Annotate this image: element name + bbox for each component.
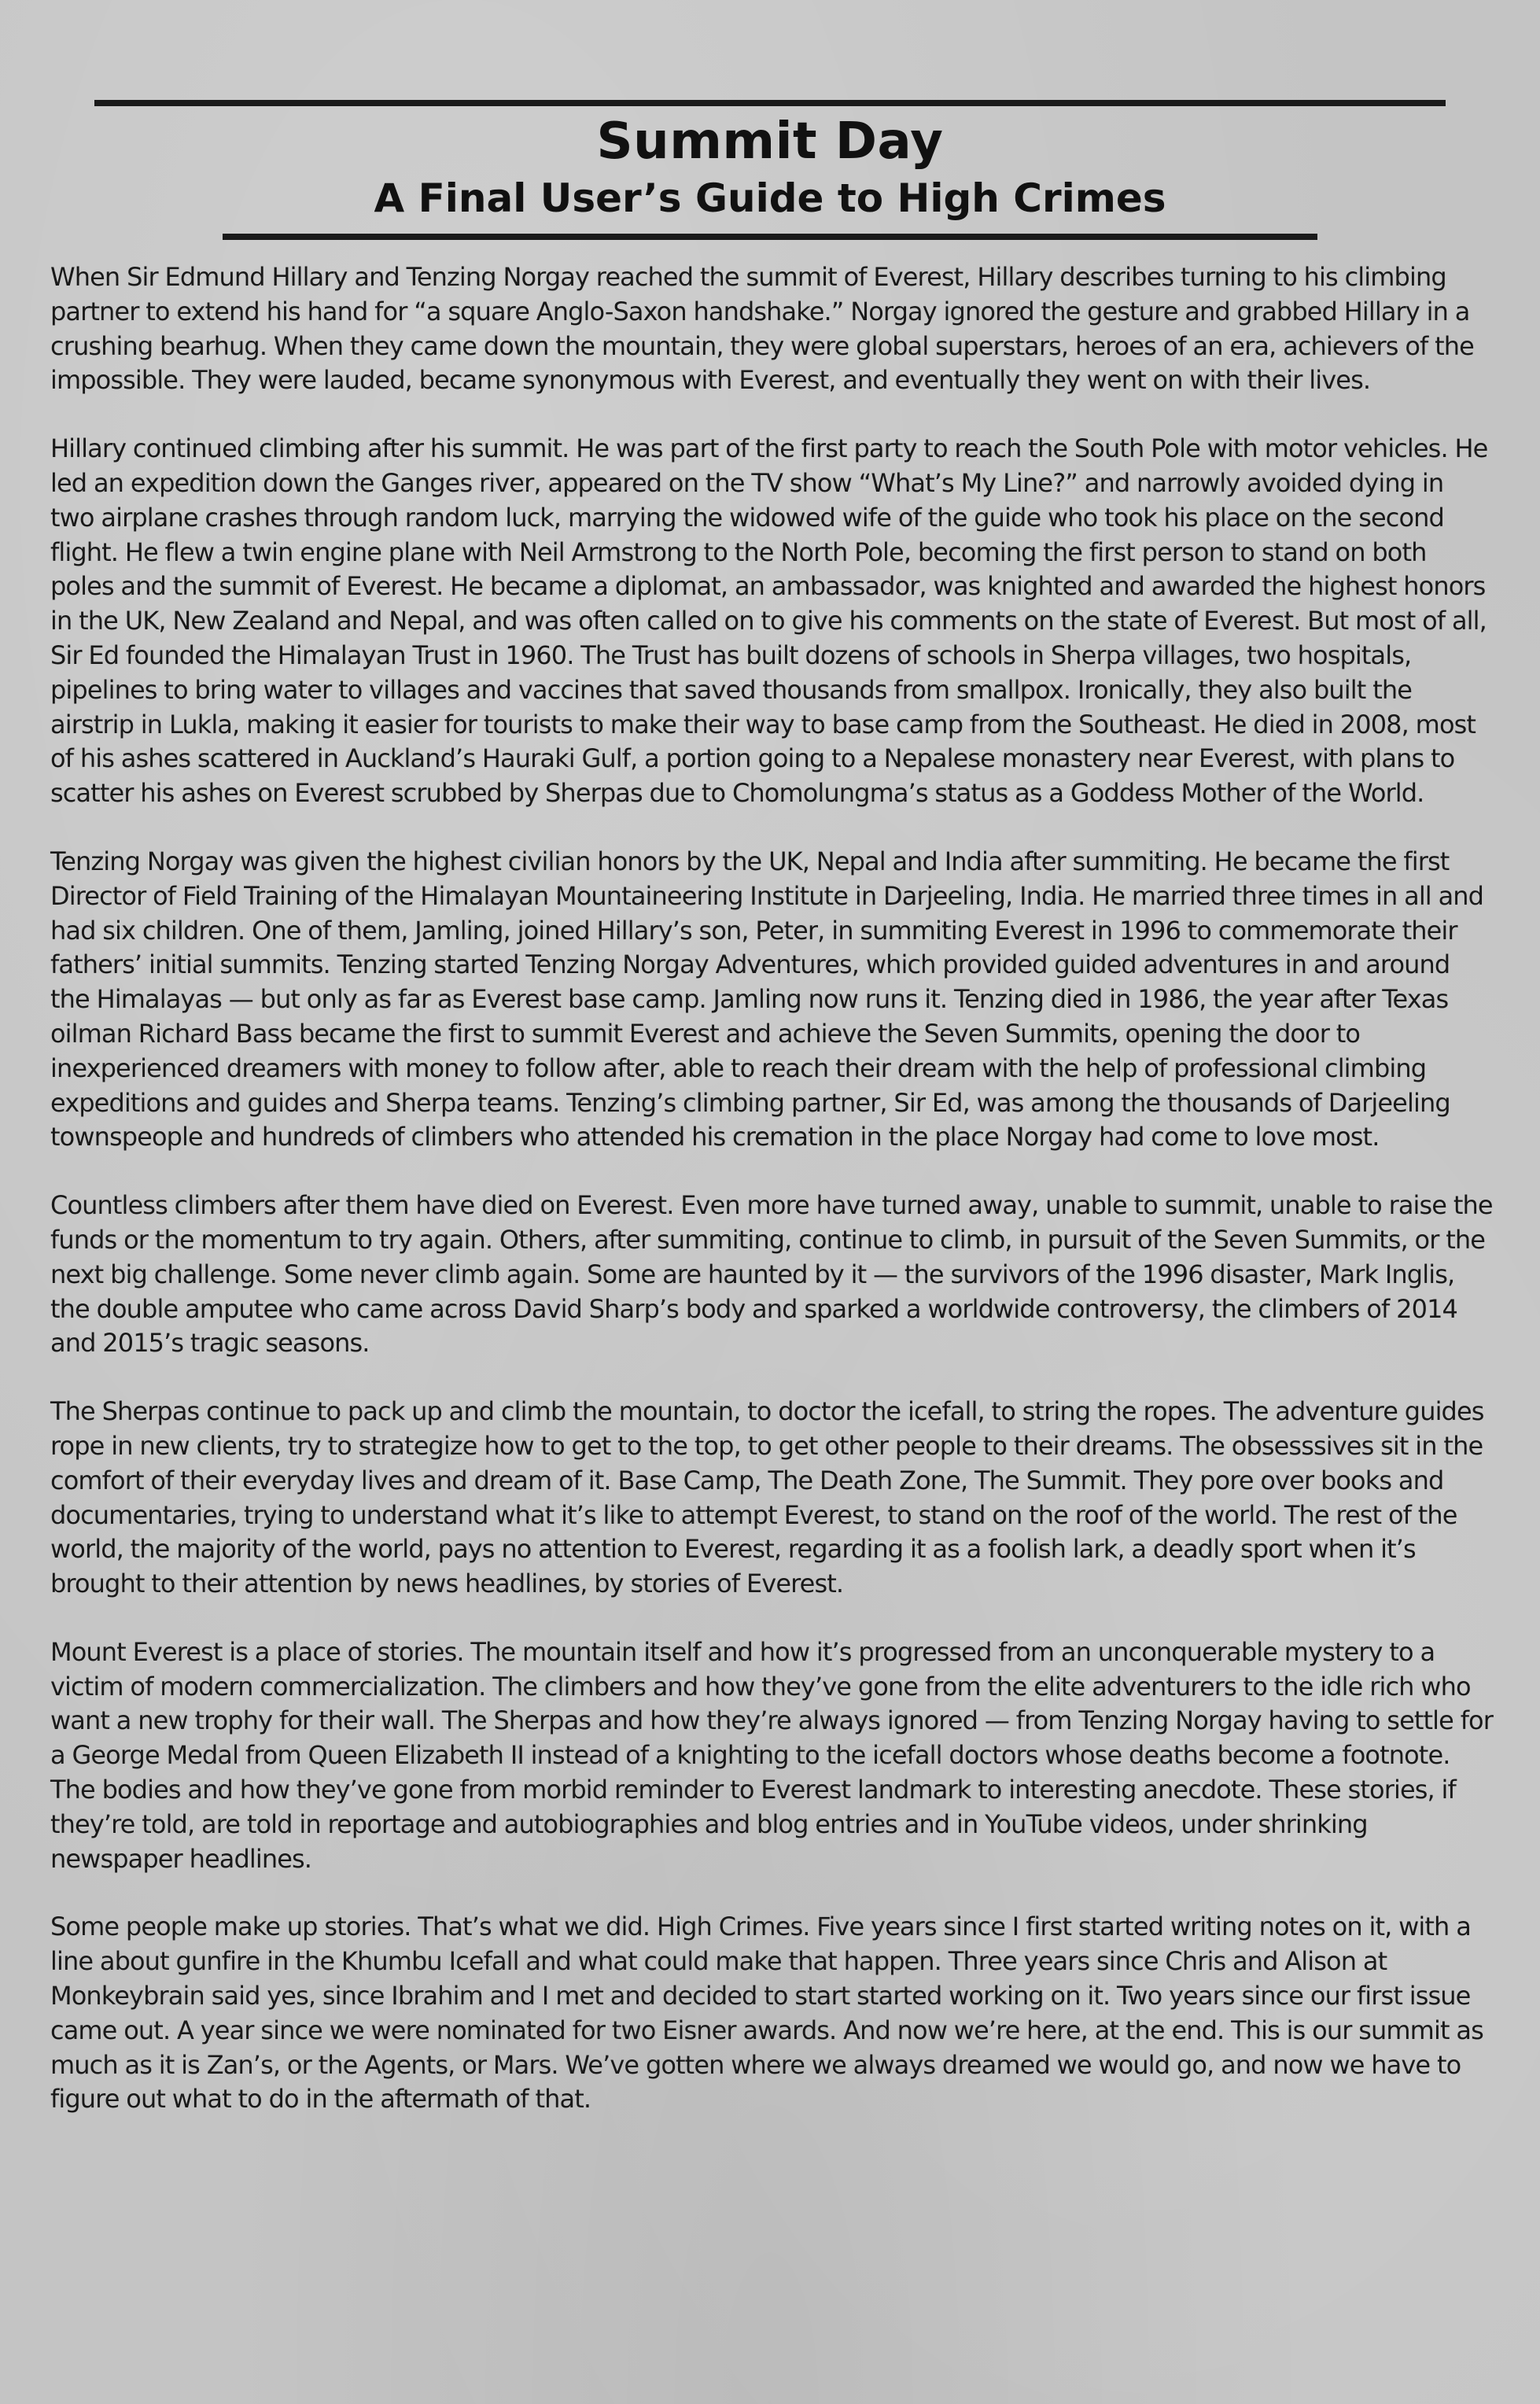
paragraph-tenzing-norgay: Tenzing Norgay was given the highest civilian honors by the UK, Nepal and India after summiting. He became the first Director of Field Training of the Himalayan Mountaineering Institute in Darjeeling, India. He married three times in all and had six children. One of them, Jamling, joined Hillary’s son, Peter, in summiting Everest in 1996 to commemorate their fathers’ initial summits. Tenzing started Tenzing Norgay Adventures, which provided guided adventures in and around the Himalayas — but only as far as Everest base camp. Jamling now runs it. Tenzing died in 1986, the year after Texas oilman Richard Bass became the first to summit Everest and achieve the Seven Summits, opening the door to inexperienced dreamers with money to follow after, able to reach their dream with the help of professional climbing expeditions and guides and Sherpa teams. Tenzing’s climbing partner, Sir Ed, was among the thousands of Darjeeling townspeople and hundreds of climbers who attended his cremation in the place Norgay had come to love most. [50,846,1484,1152]
page-title: Summit Day [596,112,944,171]
paragraph-high-crimes: Some people make up stories. That’s what we did. High Crimes. Five years since I first started writing notes on it, with a line about gunfire in the Khumbu Icefall and what could make that happen. Three years since Chris and Alison at Monkeybrain said yes, since Ibrahim and I met and decided to start started working on it. Two years since our first issue came out. A year since we were nominated for two Eisner awards. And now we’re here, at the end. This is our summit as much as it is Zan’s, or the Agents, or Mars. We’ve gotten where we always dreamed we would go, and now we have to figure out what to do in the aftermath of that. [50,1912,1483,2115]
page-subtitle: A Final User’s Guide to High Crimes [374,175,1166,221]
paragraph-hillary-summit: When Sir Edmund Hillary and Tenzing Norgay reached the summit of Everest, Hillary describes turning to his climbing partner to extend his hand for “a square Anglo-Saxon handshake.” Norgay ignored the gesture and grabbed Hillary in a crushing bearhug. When they came down the mountain, they were global superstars, heroes of an era, achievers of the impossible. They were lauded, became synonymous with Everest, and eventually they went on with their lives. [50,262,1474,396]
title-underline-rule [223,234,1317,240]
paragraph-mount-everest-stories: Mount Everest is a place of stories. The mountain itself and how it’s progressed from an unconquerable mystery to a victim of modern commercialization. The climbers and how they’ve gone from the elite adventurers to the idle rich who want a new trophy for their wall. The Sherpas and how they’re always ignored — from Tenzing Norgay having to settle for a George Medal from Queen Elizabeth II instead of a knighting to the icefall doctors whose deaths become a footnote. The bodies and how they’ve gone from morbid reminder to Everest landmark to interesting anecdote. These stories, if they’re told, are told in reportage and autobiographies and blog entries and in YouTube videos, under shrinking newspaper headlines. [50,1636,1493,1874]
paragraph-countless-climbers: Countless climbers after them have died on Everest. Even more have turned away, unable to summit, unable to raise the funds or the momentum to try again. Others, after summiting, continue to climb, in pursuit of the Seven Summits, or the next big challenge. Some never climb again. Some are haunted by it — the survivors of the 1996 disaster, Mark Inglis, the double amputee who came across David Sharp’s body and sparked a worldwide controversy, the climbers of 2014 and 2015’s tragic seasons. [50,1190,1493,1359]
paragraph-hillary-later-life: Hillary continued climbing after his summit. He was part of the first party to reach the South Pole with motor vehicles. He led an expedition down the Ganges river, appeared on the TV show “What’s My Line?” and narrowly avoided dying in two airplane crashes through random luck, marrying the widowed wife of the guide who took his place on the second flight. He flew a twin engine plane with Neil Armstrong to the North Pole, becoming the first person to stand on both poles and the summit of Everest. He became a diplomat, an ambassador, was knighted and awarded the highest honors in the UK, New Zealand and Nepal, and was often called on to give his comments on the state of Everest. But most of all, Sir Ed founded the Himalayan Trust in 1960. The Trust has built dozens of schools in Sherpa villages, two hospitals, pipelines to bring water to villages and vaccines that saved thousands from smallpox. Ironically, they also built the airstrip in Lukla, making it easier for tourists to make their way to base camp from the Southeast. He died in 2008, most of his ashes scattered in Auckland’s Hauraki Gulf, a portion going to a Nepalese monastery near Everest, with plans to scatter his ashes on Everest scrubbed by Sherpas due to Chomolungma’s status as a Goddess Mother of the World. [50,433,1488,809]
article-body [50,260,1493,2151]
paragraph-sherpas: The Sherpas continue to pack up and climb the mountain, to doctor the icefall, to string the ropes. The adventure guides rope in new clients, try to strategize how to get to the top, to get other people to their dreams. The obsesssives sit in the comfort of their everyday lives and dream of it. Base Camp, The Death Zone, The Summit. They pore over books and documentaries, trying to understand what it’s like to attempt Everest, to stand on the roof of the world. The rest of the world, the majority of the world, pays no attention to Everest, regarding it as a foolish lark, a deadly sport when it’s brought to their attention by news headlines, by stories of Everest. [50,1396,1484,1599]
top-rule [94,100,1446,106]
